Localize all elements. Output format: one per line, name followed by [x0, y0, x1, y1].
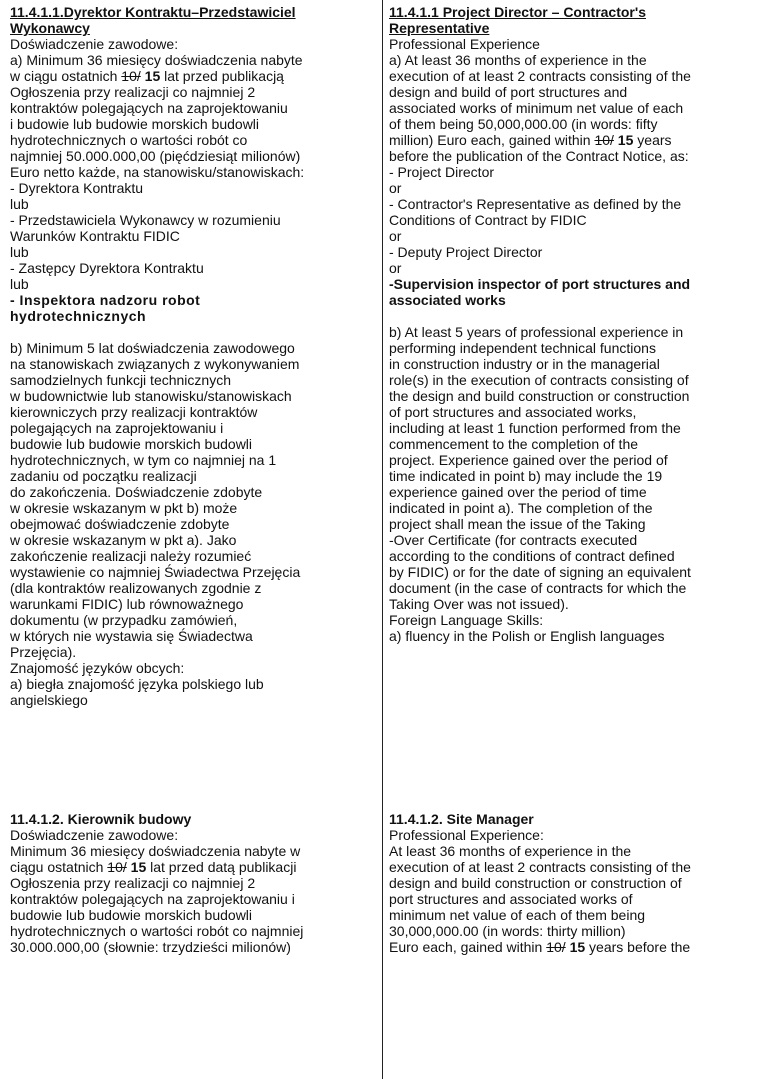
- text-line: [389, 939, 769, 955]
- text-run-bold: 15: [140, 68, 161, 84]
- text-line: At least 36 months of experience in the: [389, 843, 632, 859]
- text-line: 30,000,000.00 (in words: thirty million): [389, 923, 626, 939]
- text-line: [389, 132, 769, 148]
- text-run-pre: w ciągu ostatnich: [10, 68, 122, 84]
- text-line: - Deputy Project Director: [389, 244, 543, 260]
- text-line: angielskiego: [10, 692, 88, 708]
- text-line: design and build of port structures and: [389, 84, 628, 100]
- text-line: before the publication of the Contract Notice, as:: [389, 148, 689, 164]
- pl-paragraph-b: [10, 340, 372, 708]
- text-line: [10, 68, 372, 84]
- text-line: design and build construction or construction of: [389, 875, 682, 891]
- text-line: by FIDIC) or for the date of signing an equivalent: [389, 564, 691, 580]
- text-line: document (in the case of contracts for which the: [389, 580, 687, 596]
- text-line: hydrotechnicznych, w tym co najmniej na 1: [10, 452, 277, 468]
- text-line: Conditions of Contract by FIDIC: [389, 212, 587, 228]
- text-run-strike: 10/: [546, 939, 566, 955]
- text-line: budowie lub budowie morskich budowli: [10, 436, 253, 452]
- en-paragraph-a: [389, 36, 769, 276]
- text-line: do zakończenia. Doświadczenie zdobyte: [10, 484, 263, 500]
- text-line: Euro netto każde, na stanowisku/stanowiskach:: [10, 164, 305, 180]
- text-line: kierowniczych przy realizacji kontraktów: [10, 404, 258, 420]
- text-line: execution of at least 2 contracts consisting of the: [389, 68, 691, 84]
- text-line: Doświadczenie zawodowe:: [10, 36, 179, 52]
- text-line: of port structures and associated works,: [389, 404, 637, 420]
- text-run-pre: million) Euro each, gained within: [389, 132, 595, 148]
- text-run-post: lat przed datą publikacji: [146, 859, 297, 875]
- text-line: zakończenie realizacji należy rozumieć: [10, 548, 252, 564]
- pl-section-2: [10, 811, 372, 955]
- text-line: including at least 1 function performed from the: [389, 420, 681, 436]
- bold-line: hydrotechnicznych: [10, 308, 147, 324]
- text-line: indicated in point a). The completion of the: [389, 500, 653, 516]
- text-line: w budownictwie lub stanowisku/stanowiskach: [10, 388, 292, 404]
- spacer: [10, 324, 372, 340]
- text-line: wystawienie co najmniej Świadectwa Przejęcia: [10, 564, 301, 580]
- section-heading-en: [389, 4, 769, 36]
- text-line: hydrotechnicznych o wartości robót co: [10, 132, 248, 148]
- text-line: associated works of minimum net value of each: [389, 100, 684, 116]
- en-paragraph-b: [389, 324, 769, 644]
- text-line: experience gained over the period of time: [389, 484, 647, 500]
- text-run-strike: 10/: [121, 68, 141, 84]
- text-line: a) At least 36 months of experience in the: [389, 52, 647, 68]
- text-line: dokumentu (w przypadku zamówień,: [10, 612, 238, 628]
- text-line: project shall mean the issue of the Taking: [389, 516, 646, 532]
- heading-line: 11.4.1.1 Project Director – Contractor's: [389, 4, 646, 20]
- english-column: [389, 4, 769, 644]
- heading-line: Representative: [389, 20, 490, 36]
- en-section-2: [389, 811, 769, 955]
- section2-heading-en: 11.4.1.2. Site Manager: [389, 811, 534, 827]
- bold-line: -Supervision inspector of port structures and: [389, 276, 691, 292]
- text-line: -Over Certificate (for contracts executed: [389, 532, 638, 548]
- polish-column: [10, 4, 372, 708]
- text-line: kontraktów polegających na zaprojektowaniu i: [10, 891, 295, 907]
- text-line: samodzielnych funkcji technicznych: [10, 372, 231, 388]
- text-line: Minimum 36 miesięcy doświadczenia nabyte w: [10, 843, 301, 859]
- text-line: 30.000.000,00 (słownie: trzydzieści milionów): [10, 939, 291, 955]
- text-line: commencement to the completion of the: [389, 436, 639, 452]
- heading-line: Wykonawcy: [10, 20, 90, 36]
- bold-line: - Inspektora nadzoru robot: [10, 292, 201, 308]
- text-line: - Contractor's Representative as defined by the: [389, 196, 682, 212]
- text-line: - Project Director: [389, 164, 495, 180]
- text-line: Professional Experience: [389, 36, 540, 52]
- text-run-pre: ciągu ostatnich: [10, 859, 108, 875]
- text-run-post: years: [633, 132, 672, 148]
- text-line: - Zastępcy Dyrektora Kontraktu: [10, 260, 204, 276]
- text-line: Doświadczenie zawodowe:: [10, 827, 179, 843]
- text-line: in construction industry or in the managerial: [389, 356, 660, 372]
- section-heading-pl: [10, 4, 372, 36]
- text-run-bold: 15: [613, 132, 634, 148]
- text-line: (dla kontraktów realizowanych zgodnie z: [10, 580, 262, 596]
- text-line: lub: [10, 196, 29, 212]
- pl-bold-item: [10, 292, 372, 324]
- text-line: according to the conditions of contract defined: [389, 548, 675, 564]
- text-line: - Dyrektora Kontraktu: [10, 180, 144, 196]
- text-run-post: lat przed publikacją: [160, 68, 284, 84]
- text-line: or: [389, 228, 402, 244]
- text-line: time indicated in point b) may include the 19: [389, 468, 663, 484]
- text-line: b) At least 5 years of professional experience in: [389, 324, 684, 340]
- text-line: obejmować doświadczenie zdobyte: [10, 516, 230, 532]
- text-line: w okresie wskazanym w pkt b) może: [10, 500, 238, 516]
- text-line: i budowie lub budowie morskich budowli: [10, 116, 260, 132]
- en-paragraph-c: [389, 827, 769, 955]
- text-line: w okresie wskazanym w pkt a). Jako: [10, 532, 237, 548]
- text-line: of them being 50,000,000.00 (in words: fifty: [389, 116, 658, 132]
- text-line: lub: [10, 276, 29, 292]
- heading-line: 11.4.1.1.Dyrektor Kontraktu–Przedstawiciel: [10, 4, 296, 20]
- text-run-post: years before the: [585, 939, 691, 955]
- text-line: Znajomość języków obcych:: [10, 660, 185, 676]
- column-divider: [382, 0, 383, 1079]
- text-run-bold: 15: [565, 939, 586, 955]
- text-line: - Przedstawiciela Wykonawcy w rozumieniu: [10, 212, 281, 228]
- text-line: a) biegła znajomość języka polskiego lub: [10, 676, 264, 692]
- text-line: a) fluency in the Polish or English languages: [389, 628, 665, 644]
- text-line: Taking Over was not issued).: [389, 596, 569, 612]
- text-line: execution of at least 2 contracts consisting of the: [389, 859, 691, 875]
- text-line: Ogłoszenia przy realizacji co najmniej 2: [10, 84, 256, 100]
- text-line: lub: [10, 244, 29, 260]
- text-line: or: [389, 260, 402, 276]
- text-line: [10, 859, 372, 875]
- text-line: a) Minimum 36 miesięcy doświadczenia nabyte: [10, 52, 303, 68]
- text-line: the design and build construction or construction: [389, 388, 690, 404]
- bold-line: associated works: [389, 292, 506, 308]
- text-line: zadaniu od początku realizacji: [10, 468, 197, 484]
- text-line: hydrotechnicznych o wartości robót co najmniej: [10, 923, 304, 939]
- text-line: warunkami FIDIC) lub równoważnego: [10, 596, 244, 612]
- section2-heading-pl: 11.4.1.2. Kierownik budowy: [10, 811, 192, 827]
- text-line: Warunków Kontraktu FIDIC: [10, 228, 180, 244]
- spacer: [389, 308, 769, 324]
- text-line: kontraktów polegających na zaprojektowaniu: [10, 100, 288, 116]
- pl-paragraph-a: [10, 36, 372, 292]
- text-line: najmniej 50.000.000,00 (pięćdziesiąt milionów): [10, 148, 301, 164]
- text-run-strike: 10/: [594, 132, 614, 148]
- text-line: minimum net value of each of them being: [389, 907, 646, 923]
- text-line: Przejęcia).: [10, 644, 77, 660]
- text-line: budowie lub budowie morskich budowli: [10, 907, 253, 923]
- text-line: project. Experience gained over the period of: [389, 452, 668, 468]
- text-run-pre: Euro each, gained within: [389, 939, 547, 955]
- text-line: w których nie wystawia się Świadectwa: [10, 628, 253, 644]
- en-bold-item: [389, 276, 769, 308]
- text-line: Professional Experience:: [389, 827, 544, 843]
- text-line: polegających na zaprojektowaniu i: [10, 420, 224, 436]
- text-run-strike: 10/: [107, 859, 127, 875]
- pl-paragraph-c: [10, 827, 372, 955]
- text-line: or: [389, 180, 402, 196]
- text-line: port structures and associated works of: [389, 891, 633, 907]
- text-line: performing independent technical functions: [389, 340, 656, 356]
- text-run-bold: 15: [126, 859, 147, 875]
- text-line: na stanowiskach związanych z wykonywaniem: [10, 356, 300, 372]
- text-line: Ogłoszenia przy realizacji co najmniej 2: [10, 875, 256, 891]
- text-line: b) Minimum 5 lat doświadczenia zawodowego: [10, 340, 295, 356]
- text-line: role(s) in the execution of contracts consisting of: [389, 372, 689, 388]
- text-line: Foreign Language Skills:: [389, 612, 544, 628]
